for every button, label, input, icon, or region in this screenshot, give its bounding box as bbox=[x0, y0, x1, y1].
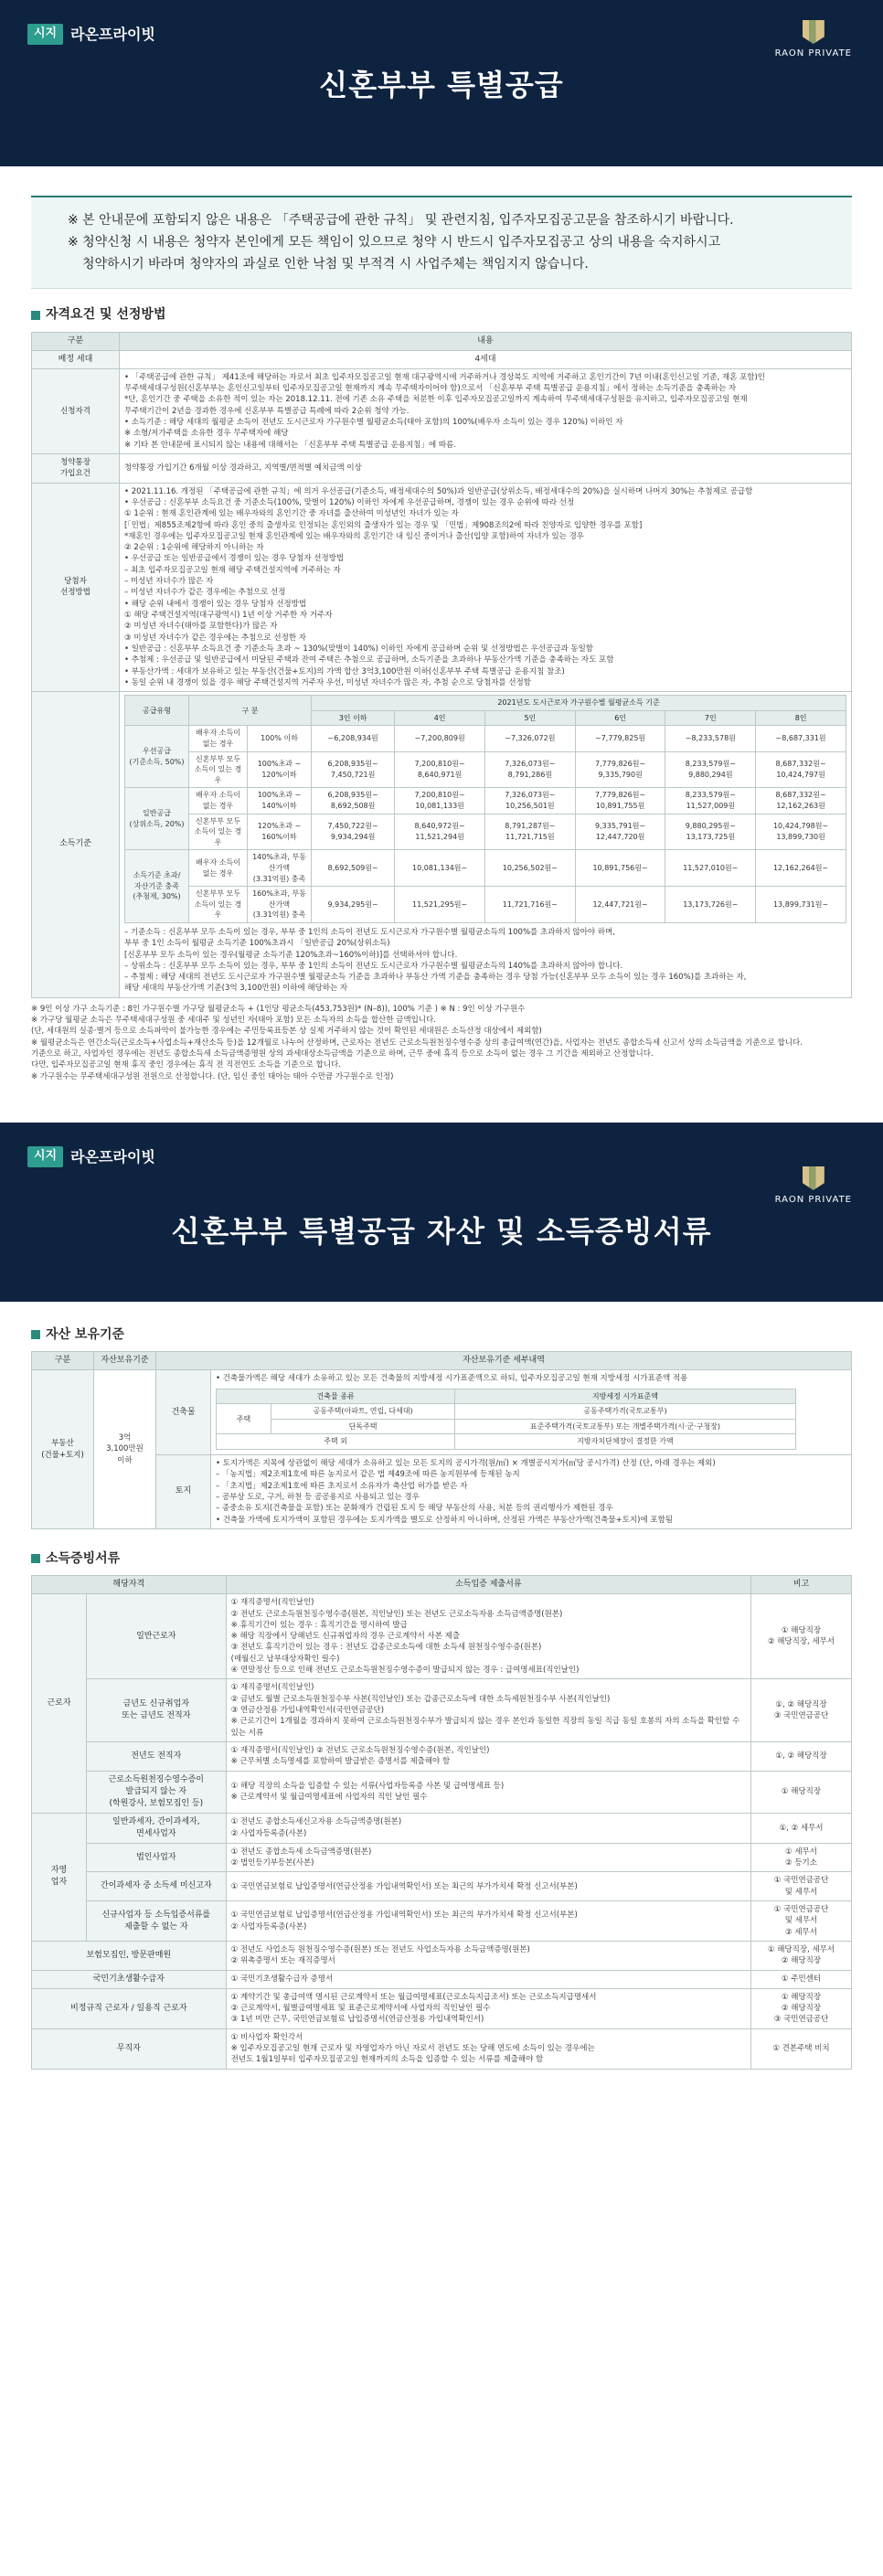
doc-documents: ① 국민기초생활수급자 증명서 bbox=[226, 1970, 750, 1988]
income-row bbox=[125, 814, 846, 850]
income-value: 8,233,579원~ 11,527,009원 bbox=[665, 788, 756, 814]
income-value: ~6,208,934원 bbox=[312, 726, 395, 751]
brand-logo bbox=[775, 1166, 852, 1208]
income-percent: 100%초과 ~ 120%이하 bbox=[248, 751, 312, 788]
income-group: 일반공급 (상위소득, 20%) bbox=[125, 788, 189, 850]
building-label: 건축물 bbox=[156, 1370, 211, 1455]
bld-val: 지방자치단체장이 결정한 가액 bbox=[455, 1434, 796, 1450]
doc-note: ① 국민연금공단 및 세무서 bbox=[751, 1872, 852, 1901]
income-value: 11,527,010원~ bbox=[665, 850, 756, 887]
brand-name: RAON PRIVATE bbox=[774, 48, 852, 59]
region-pill: 시지 bbox=[27, 24, 63, 45]
income-value: 9,335,791원~ 12,447,720원 bbox=[575, 814, 665, 850]
income-value: 7,200,810원~ 8,640,971원 bbox=[395, 751, 485, 788]
doc-qualification: 금년도 신규취업자 또는 금년도 전직자 bbox=[87, 1679, 227, 1742]
col-header: 구분 bbox=[32, 1352, 94, 1370]
doc-group: 근로자 bbox=[32, 1594, 87, 1814]
page2-hero bbox=[0, 1123, 883, 1302]
doc-row bbox=[32, 1988, 852, 2028]
eligibility-table bbox=[31, 332, 852, 998]
row-value: • 2021.11.16. 개정된 「주택공급에 관한 규칙」에 의거 우선공급(기준소득, 배정세대수의 50%)과 일반공급(상위소득, 배정세대수의 20%)을 실시하며 나머지 30%는 추첨제로 공급함 • 우선공급 : 신혼부부 소득요건 중 기준소득(100%, 맞벌이 120%) 이하인 자에게 우선공급하며, 경쟁이 있는 경우 순위에 따라 선정 ① 1순위 : 현재 혼인관계에 있는 배우자와의 혼인기간 중 자녀를 출산하여 미성년인 자녀가 있는 자 [「민법」제855조제2항에 따라 혼인 중의 출생자로 인정되는 혼인외의 출생자가 있는 경우 및 「민법」제908조의2에 따라 친양자로 입양한 경우를 포함] *재혼인 경우에는 입주자모집공고일 현재 혼인관계에 있는 배우자와의 혼인기간 내 임신 중이거나 출산(입양 포함)하여 자녀가 있는 경우 ② 2순위 : 1순위에 해당하지 아니하는 자 • 우선공급 또는 일반공급에서 경쟁이 있는 경우 당첨자 선정방법 – 최초 입주자모집공고일 현재 해당 주택건설지역에 거주하는 자 – 미성년 자녀수가 많은 자 – 미성년 자녀수가 같은 경우에는 추첨으로 선정 • 해당 순위 내에서 경쟁이 있는 경우 당첨자 선정방법 ① 해당 주택건설지역(대구광역시) 1년 이상 거주한 자 거주자 ② 미성년 자녀수(태아를 포함한다)가 많은 자 ③ 미성년 자녀수가 같은 경우에는 추첨으로 선정한 자 • 일반공급 : 신혼부부 소득요건 중 기준소득 초과 ~ 130%(맞벌이 140%) 이하인 자에게 공급하며 순위 및 선정방법은 우선공급과 동일함 • 추첨제 : 우선공급 및 일반공급에서 미달된 주택과 잔여 주택은 추첨으로 공급하며, 소득기준을 초과하나 부동산가액 기준을 충족하는 자도 포함 • 부동산가액 : 세대가 보유하고 있는 부동산(건물+토지)의 가액 합산 3억3,100만원 이하(신혼부부 주택 특별공급 운용지침 참조) • 동일 순위 내 경쟁이 있을 경우 해당 주택건설지역 거주자 우선, 미성년 자녀수가 많은 자, 추첨 순으로 당첨자를 선정함 bbox=[120, 483, 852, 692]
building-intro: • 건축물가액은 해당 세대가 소유하고 있는 모든 건축물의 지방세정 시가표준액으로 하되, 입주자모집공고일 현재 지방세정 시가표준액 적용 bbox=[216, 1374, 688, 1384]
section-marker-icon bbox=[31, 1554, 40, 1563]
page-title: 신혼부부 특별공급 bbox=[319, 68, 564, 102]
doc-row bbox=[32, 1594, 852, 1679]
section-title: 소득증빙서류 bbox=[31, 1549, 852, 1568]
doc-note: ① 해당직장 ② 해당직장 ③ 국민연금공단 bbox=[751, 1988, 852, 2028]
income-cell bbox=[120, 692, 852, 998]
size-header: 8인 bbox=[756, 710, 846, 726]
income-group: 소득기준 초과/ 자산기준 충족 (추첨제, 30%) bbox=[125, 850, 189, 923]
doc-row bbox=[32, 1901, 852, 1942]
doc-qualification: 일반근로자 bbox=[87, 1594, 227, 1679]
brand-emblem-icon bbox=[803, 1166, 824, 1190]
income-row bbox=[125, 726, 846, 751]
doc-qualification: 보험모집인, 방문판매원 bbox=[32, 1942, 227, 1971]
doc-documents: ① 전년도 종합소득세 소득금액증명(원본) ② 법인등기부등본(사본) bbox=[226, 1843, 750, 1872]
income-value: 8,687,332원~ 10,424,797원 bbox=[756, 751, 846, 788]
bld-col: 건축물 종류 bbox=[217, 1389, 455, 1404]
doc-note: ① 주민센터 bbox=[751, 1970, 852, 1988]
notice-line: ※ 청약신청 시 내용은 청약자 본인에게 모든 책임이 있으므로 청약 시 반드시 입주자모집공고 상의 내용을 숙지하시고 bbox=[68, 234, 721, 250]
bld-val: 표준주택가격(국토교통부) 또는 개별주택가격(시·군·구청장) bbox=[455, 1419, 796, 1434]
page-title: 신혼부부 특별공급 자산 및 소득증빙서류 bbox=[171, 1213, 712, 1249]
doc-note: ①, ② 세무서 bbox=[751, 1813, 852, 1843]
doc-row bbox=[32, 1813, 852, 1843]
doc-note: ①, ② 해당직장 ③ 국민연금공단 bbox=[751, 1679, 852, 1742]
income-value: 6,208,935원~ 7,450,721원 bbox=[312, 751, 395, 788]
doc-documents: ① 재직증명서(직인날인) ② 금년도 월별 근로소득원천징수부 사본(직인날인) 또는 갑종근로소득에 대한 소득세원천징수부 사본(직인날인) ③ 연금산정용 가입내역확인서(국민연금공단) ※ 근로기간이 1개월을 경과하지 못하여 근로소득원천징수부가 발급되지 않는 경우 본인과 동일한 직장의 동일 직급 동일 호봉의 자의 소득을 확인할 수 있는 서류 bbox=[226, 1679, 750, 1742]
row-value: 4세대 bbox=[120, 350, 852, 368]
building-cell bbox=[211, 1370, 852, 1455]
income-value: 10,081,134원~ bbox=[395, 850, 485, 887]
region-pill: 시지 bbox=[27, 1146, 63, 1167]
doc-row bbox=[32, 1741, 852, 1771]
col-header: 내용 bbox=[120, 332, 852, 350]
eligibility-table-wrap bbox=[31, 332, 852, 998]
income-value: 8,692,509원~ bbox=[312, 850, 395, 887]
income-col-kind: 구 분 bbox=[189, 696, 312, 726]
col-header: 자산보유기준 세부내역 bbox=[156, 1352, 852, 1370]
income-table bbox=[124, 695, 846, 923]
doc-row bbox=[32, 1843, 852, 1872]
project-tag bbox=[27, 24, 155, 45]
asset-table bbox=[31, 1351, 852, 1529]
bld-type: 주택 외 bbox=[217, 1434, 455, 1450]
size-header: 3인 이하 bbox=[312, 710, 395, 726]
income-value: 8,233,579원~ 9,880,294원 bbox=[665, 751, 756, 788]
doc-documents: ① 비사업자 확인각서 ※ 입주자모집공고일 현재 근로자 및 자영업자가 아닌 자로서 전년도 또는 당해 연도에 소득이 있는 경우에는 전년도 1월1일부터 입주자모집공고일 현재까지의 소득을 입증할 수 있는 서류를 제출해야 함 bbox=[226, 2028, 750, 2069]
row-value: • 「주택공급에 관한 규칙」 제41조에 해당하는 자로서 최초 입주자모집공고일 현재 대구광역시에 거주하거나 경상북도 지역에 거주하고 혼인기간이 7년 이내(혼인신고일 기준, 재혼 포함)인 무주택세대구성원(신혼부부는 혼인신고일부터 입주자모집공고일 현재까지 계속 무주택자이어야 함)으로서 「신혼부부 주택 특별공급 운용지침」에서 정하는 소득기준을 충족하는 자 *단, 혼인기간 중 주택을 소유한 적이 있는 자는 2018.12.11. 전에 기존 소유 주택을 처분한 이후 입주자모집공고일까지 계속하여 무주택세대구성원을 유지하고, 입주자모집공고일 현재 무주택기간이 2년을 경과한 경우에 신혼부부 특별공급 특례에 따라 2순위 청약 가능. • 소득기준 : 해당 세대의 월평균 소득이 전년도 도시근로자 가구원수별 월평균소득(태아 포함)의 100%(배우자 소득이 있는 경우 120%) 이하인 자 ※ 소형/저가주택을 소유한 경우 무주택자에 해당 ※ 기타 본 안내문에 표시되지 않는 내용에 대해서는 「신혼부부 주택 특별공급 운용지침」에 따름. bbox=[120, 368, 852, 453]
income-percent: 100% 이하 bbox=[248, 726, 312, 751]
income-value: 12,447,721원~ bbox=[575, 887, 665, 923]
income-percent: 120%초과 ~ 160%이하 bbox=[248, 814, 312, 850]
income-value: 11,721,716원~ bbox=[485, 887, 576, 923]
doc-note: ① 해당직장, 세무서 ② 해당직장 bbox=[751, 1942, 852, 1971]
row-header: 신청자격 bbox=[32, 368, 120, 453]
doc-note: ① 견본주택 비치 bbox=[751, 2028, 852, 2069]
doc-row bbox=[32, 1679, 852, 1742]
income-value: 12,162,264원~ bbox=[756, 850, 846, 887]
brand-name: RAON PRIVATE bbox=[774, 1194, 852, 1205]
income-value: 10,256,502원~ bbox=[485, 850, 576, 887]
income-kind: 배우자 소득이 없는 경우 bbox=[189, 726, 248, 751]
doc-row bbox=[32, 1872, 852, 1901]
income-row bbox=[125, 751, 846, 788]
income-kind: 신혼부부 모두 소득이 있는 경우 bbox=[189, 887, 248, 923]
doc-row bbox=[32, 1771, 852, 1813]
page1-hero bbox=[0, 0, 883, 166]
income-value: ~8,233,578원 bbox=[665, 726, 756, 751]
doc-group: 자영 업자 bbox=[32, 1813, 87, 1941]
income-percent: 160%초과, 부동산가액 (3.31억원) 충족 bbox=[248, 887, 312, 923]
doc-note: ① 해당직장 ② 해당직장, 세무서 bbox=[751, 1594, 852, 1679]
col-header: 비고 bbox=[751, 1576, 852, 1594]
row-header: 청약통장 가입요건 bbox=[32, 453, 120, 483]
income-value: ~7,326,072원 bbox=[485, 726, 576, 751]
income-kind: 신혼부부 모두 소득이 있는 경우 bbox=[189, 814, 248, 850]
doc-documents: ① 계약기간 및 총급여액 명시된 근로계약서 또는 월급여명세표(근로소득지급조서) 또는 근로소득지급명세서 ② 근로계약서, 월별급여명세표 및 표준근로계약서에 사업자의 직인날인 필수 ③ 1년 미만 근무, 국민연금보험료 납입증명서(연금산정용 가입내역확인서) bbox=[226, 1988, 750, 2028]
notice-line: ※ 본 안내문에 포함되지 않은 내용은 「주택공급에 관한 규칙」 및 관련지침, 입주자모집공고문을 참조하시기 바랍니다. bbox=[68, 213, 734, 228]
income-kind: 배우자 소득이 없는 경우 bbox=[189, 850, 248, 887]
income-value: 7,779,826원~ 10,891,755원 bbox=[575, 788, 665, 814]
income-col-base: 2021년도 도시근로자 가구원수별 월평균소득 기준 bbox=[312, 696, 846, 711]
notice-box bbox=[31, 196, 852, 289]
brand-emblem-icon bbox=[803, 20, 824, 44]
asset-table-wrap bbox=[31, 1351, 852, 1529]
project-name: 라온프라이빗 bbox=[70, 1147, 155, 1166]
income-value: 7,326,073원~ 10,256,501원 bbox=[485, 788, 576, 814]
project-tag bbox=[27, 1146, 155, 1167]
income-kind: 배우자 소득이 없는 경우 bbox=[189, 788, 248, 814]
doc-note: ① 세무서 ② 등기소 bbox=[751, 1843, 852, 1872]
doc-documents: ① 국민연금보험료 납입증명서(연금산정용 가입내역확인서) 또는 최근의 부가가치세 확정 신고서(부본) ② 사업자등록증(사본) bbox=[226, 1901, 750, 1942]
doc-row bbox=[32, 2028, 852, 2069]
income-value: 13,899,731원~ bbox=[756, 887, 846, 923]
col-header: 소득입증 제출서류 bbox=[226, 1576, 750, 1594]
row-header: 당첨자 선정방법 bbox=[32, 483, 120, 692]
income-value: 8,791,287원~ 11,721,715원 bbox=[485, 814, 576, 850]
income-value: 6,208,935원~ 8,692,508원 bbox=[312, 788, 395, 814]
doc-note: ① 국민연금공단 및 세무서 ② 세무서 bbox=[751, 1901, 852, 1942]
income-value: ~7,779,825원 bbox=[575, 726, 665, 751]
income-value: 9,880,295원~ 13,173,725원 bbox=[665, 814, 756, 850]
doc-qualification: 일반과세자, 간이과세자, 면세사업자 bbox=[87, 1813, 227, 1843]
col-header: 구분 bbox=[32, 332, 120, 350]
income-value: 11,521,295원~ bbox=[395, 887, 485, 923]
income-row bbox=[125, 788, 846, 814]
income-col-type: 공급유형 bbox=[125, 696, 189, 726]
notice-line: 청약하시기 바라며 청약자의 과실로 인한 낙첨 및 부적격 시 사업주체는 책임지지 않습니다. bbox=[82, 256, 589, 271]
section-title: 자격요건 및 선정방법 bbox=[31, 305, 852, 324]
income-value: 8,687,332원~ 12,162,263원 bbox=[756, 788, 846, 814]
row-header: 소득기준 bbox=[32, 692, 120, 998]
size-header: 6인 bbox=[575, 710, 665, 726]
section-marker-icon bbox=[31, 1330, 40, 1339]
income-percent: 100%초과 ~ 140%이하 bbox=[248, 788, 312, 814]
size-header: 4인 bbox=[395, 710, 485, 726]
doc-documents: ① 해당 직장의 소득을 입증할 수 있는 서류(사업자등록증 사본 및 급여명세표 등) ※ 근로계약서 및 월급여명세표에 사업자의 직인 날인 필수 bbox=[226, 1771, 750, 1813]
size-header: 7인 bbox=[665, 710, 756, 726]
bld-sub: 단독주택 bbox=[271, 1419, 455, 1434]
land-text: • 토지가액은 지목에 상관없이 해당 세대가 소유하고 있는 모든 토지의 공시가격(원/㎡) × 개별공시지가(㎡당 공시가격) 산정 (단, 아래 경우는 제외) – 「농지법」제2조제1호에 따른 농지로서 같은 법 제49조에 따른 농지원부에 등재된 농지 – 「초지법」제2조제1호에 따른 초지로서 소유자가 축산업 허가를 받은 자 – 공부상 도로, 구거, 하천 등 공공용지로 사용되고 있는 경우 – 종중소유 토지(건축물을 포함) 또는 문화재가 건립된 토지 등 해당 부동산의 사용, 처분 등의 권리행사가 제한된 경우 • 건축물 가액에 토지가액이 포함된 경우에는 토지가액을 별도로 산정하지 아니하며, 산정된 가액은 부동산가액(건축물+토지)에 포함됨 bbox=[211, 1455, 852, 1529]
income-value: 10,891,756원~ bbox=[575, 850, 665, 887]
doc-row bbox=[32, 1942, 852, 1971]
row-header: 배정 세대 bbox=[32, 350, 120, 368]
doc-body bbox=[32, 1594, 852, 2069]
income-value: ~7,200,809원 bbox=[395, 726, 485, 751]
doc-documents: ① 국민연금보험료 납입증명서(연금산정용 가입내역확인서) 또는 최근의 부가가치세 확정 신고서(부본) bbox=[226, 1872, 750, 1901]
doc-qualification: 법인사업자 bbox=[87, 1843, 227, 1872]
doc-qualification: 근로소득원천징수영수증이 발급되지 않는 자 (학원강사, 보험모집인 등) bbox=[87, 1771, 227, 1813]
income-value: 7,779,826원~ 9,335,790원 bbox=[575, 751, 665, 788]
income-value: 10,424,798원~ 13,899,730원 bbox=[756, 814, 846, 850]
asset-limit: 3억 3,100만원 이하 bbox=[94, 1370, 156, 1529]
doc-table bbox=[31, 1575, 852, 2069]
income-group: 우선공급 (기준소득, 50%) bbox=[125, 726, 189, 788]
doc-row bbox=[32, 1970, 852, 1988]
income-row bbox=[125, 887, 846, 923]
income-value: 7,200,810원~ 10,081,133원 bbox=[395, 788, 485, 814]
doc-table-wrap bbox=[31, 1575, 852, 2069]
doc-note: ①, ② 해당직장 bbox=[751, 1741, 852, 1771]
income-value: 7,326,073원~ 8,791,286원 bbox=[485, 751, 576, 788]
doc-documents: ① 전년도 사업소득 원천징수영수증(원본) 또는 전년도 사업소득자용 소득금액증명(원본) ② 위촉증명서 또는 재직증명서 bbox=[226, 1942, 750, 1971]
doc-qualification: 간이과세자 중 소득세 미신고자 bbox=[87, 1872, 227, 1901]
income-value: 8,640,972원~ 11,521,294원 bbox=[395, 814, 485, 850]
bld-type: 주택 bbox=[217, 1404, 271, 1434]
bld-sub: 공동주택(아파트, 연립, 다세대) bbox=[271, 1404, 455, 1420]
income-value: 7,450,722원~ 9,934,294원 bbox=[312, 814, 395, 850]
income-percent: 140%초과, 부동산가액 (3.31억원) 충족 bbox=[248, 850, 312, 887]
income-footnote: – 기준소득 : 신혼부부 모두 소득이 있는 경우, 부부 중 1인의 소득이 전년도 도시근로자 가구원수별 월평균소득의 100%를 초과하지 않아야 하며, 부부 중 1인 소득이 월평균 소득기준 100%초과시 「일반공급 20%(상위소득) [신혼부부 모두 소득이 있는 경우(월평균 소득기준 120%초과~160%이하)]를 선택하셔야 합니다. – 상위소득 : 신혼부부 모두 소득이 있는 경우, 부부 중 1인의 소득이 전년도 도시근로자 가구원수별 월평균소득의 140%를 초과하지 않아야 합니다. – 추첨제 : 해당 세대의 전년도 도시근로자 가구원수별 월평균소득 기준을 초과하나 부동산 가액 기준을 충족하는 경우 당첨 가능(신혼부부 모두 소득이 있는 경우 160%)를 초과하는 자, 해당 세대의 부동산가액 기준(3억 3,100만원) 이하에 해당하는 자 bbox=[124, 927, 747, 994]
building-table bbox=[216, 1389, 796, 1450]
project-name: 라온프라이빗 bbox=[70, 26, 155, 43]
land-label: 토지 bbox=[156, 1455, 211, 1529]
income-body bbox=[125, 726, 846, 923]
doc-qualification: 전년도 전직자 bbox=[87, 1741, 227, 1771]
asset-category: 부동산 (건물+토지) bbox=[32, 1370, 94, 1529]
income-row bbox=[125, 850, 846, 887]
page1-notes: ※ 9인 이상 가구 소득기준 : 8인 가구원수별 가구당 월평균소득 + (1인당 평균소득(453,753원)* (N–8)), 100% 기준 ) ※ N : 9인 이상 가구원수 ※ 가구당 월평균 소득은 무주택세대구성원 중 세대주 및 성년인 자(태아 포함) 모든 소득자의 소득을 합산한 금액입니다. (단, 세대원의 실종·별거 등으로 소득파악이 불가능한 경우에는 주민등록표등본 상 실제 거주하지 않는 것이 확인된 세대원은 소득산정 대상에서 제외함) ※ 월평균소득은 연간소득(근로소득+사업소득+재산소득 등)을 12개월로 나누어 산정하며, 근로자는 전년도 근로소득원천징수영수증 상의 총급여액(연간)을, 사업자는 전년도 종합소득세 신고서 상의 소득금액을 기준으로 합니다. 기준으로 하고, 사업자인 경우에는 전년도 종합소득세 소득금액증명원 상의 과세대상소득금액을 기준으로 하며, 근무 중에 휴직 등으로 소득이 없는 경우 그 기간을 제외하고 산정합니다. 다만, 입주자모집공고일 현재 휴직 중인 경우에는 휴직 전 직전연도 소득을 기준으로 합니다. ※ 가구원수는 무주택세대구성원 전원으로 산정합니다. (단, 임신 중인 태아는 태아 수만큼 가구원수로 인정) bbox=[31, 1004, 803, 1081]
income-value: 9,934,295원~ bbox=[312, 887, 395, 923]
doc-documents: ① 재직증명서(직인날인) ② 전년도 근로소득원천징수영수증(원본, 직인날인) 또는 전년도 근로소득자용 소득금액증명(원본) ※ 휴직기간이 있는 경우 : 휴직기간을 명시하여 발급 ※ 해당 직장에서 당해년도 신규취업자의 경우 근로계약서 사본 제출 ③ 전년도 휴직기간이 있는 경우 : 전년도 갑종근로소득에 대한 소득세 원천징수영수증(원본) (매월신고 납부대상자확인 필수) ④ 연말정산 등으로 인해 전년도 근로소득원천징수영수증이 발급되지 않는 경우 : 급여명세표(직인날인) bbox=[226, 1594, 750, 1679]
doc-qualification: 비정규직 근로자 / 일용직 근로자 bbox=[32, 1988, 227, 2028]
brand-logo bbox=[775, 20, 852, 61]
doc-documents: ① 전년도 종합소득세신고자용 소득금액증명(원본) ② 사업자등록증(사본) bbox=[226, 1813, 750, 1843]
col-header: 해당자격 bbox=[32, 1576, 227, 1594]
income-value: ~8,687,331원 bbox=[756, 726, 846, 751]
bld-col: 지방세정 시가표준액 bbox=[455, 1389, 796, 1404]
size-header: 5인 bbox=[485, 710, 576, 726]
doc-qualification: 신규사업자 등 소득입증서류를 제출할 수 없는 자 bbox=[87, 1901, 227, 1942]
doc-qualification: 국민기초생활수급자 bbox=[32, 1970, 227, 1988]
col-header: 자산보유기준 bbox=[94, 1352, 156, 1370]
income-value: 13,173,726원~ bbox=[665, 887, 756, 923]
doc-note: ① 해당직장 bbox=[751, 1771, 852, 1813]
bld-val: 공동주택가격(국토교통부) bbox=[455, 1404, 796, 1420]
section-marker-icon bbox=[31, 311, 40, 320]
doc-documents: ① 재직증명서(직인날인) ② 전년도 근로소득원천징수영수증(원본, 직인날인) ※ 근무처별 소득명세를 포함하여 발급받은 증명서를 제출해야 함 bbox=[226, 1741, 750, 1771]
section-title: 자산 보유기준 bbox=[31, 1325, 852, 1344]
doc-qualification: 무직자 bbox=[32, 2028, 227, 2069]
row-value: 청약통장 가입기간 6개월 이상 경과하고, 지역별/면적별 예치금액 이상 bbox=[120, 453, 852, 483]
income-kind: 신혼부부 모두 소득이 있는 경우 bbox=[189, 751, 248, 788]
